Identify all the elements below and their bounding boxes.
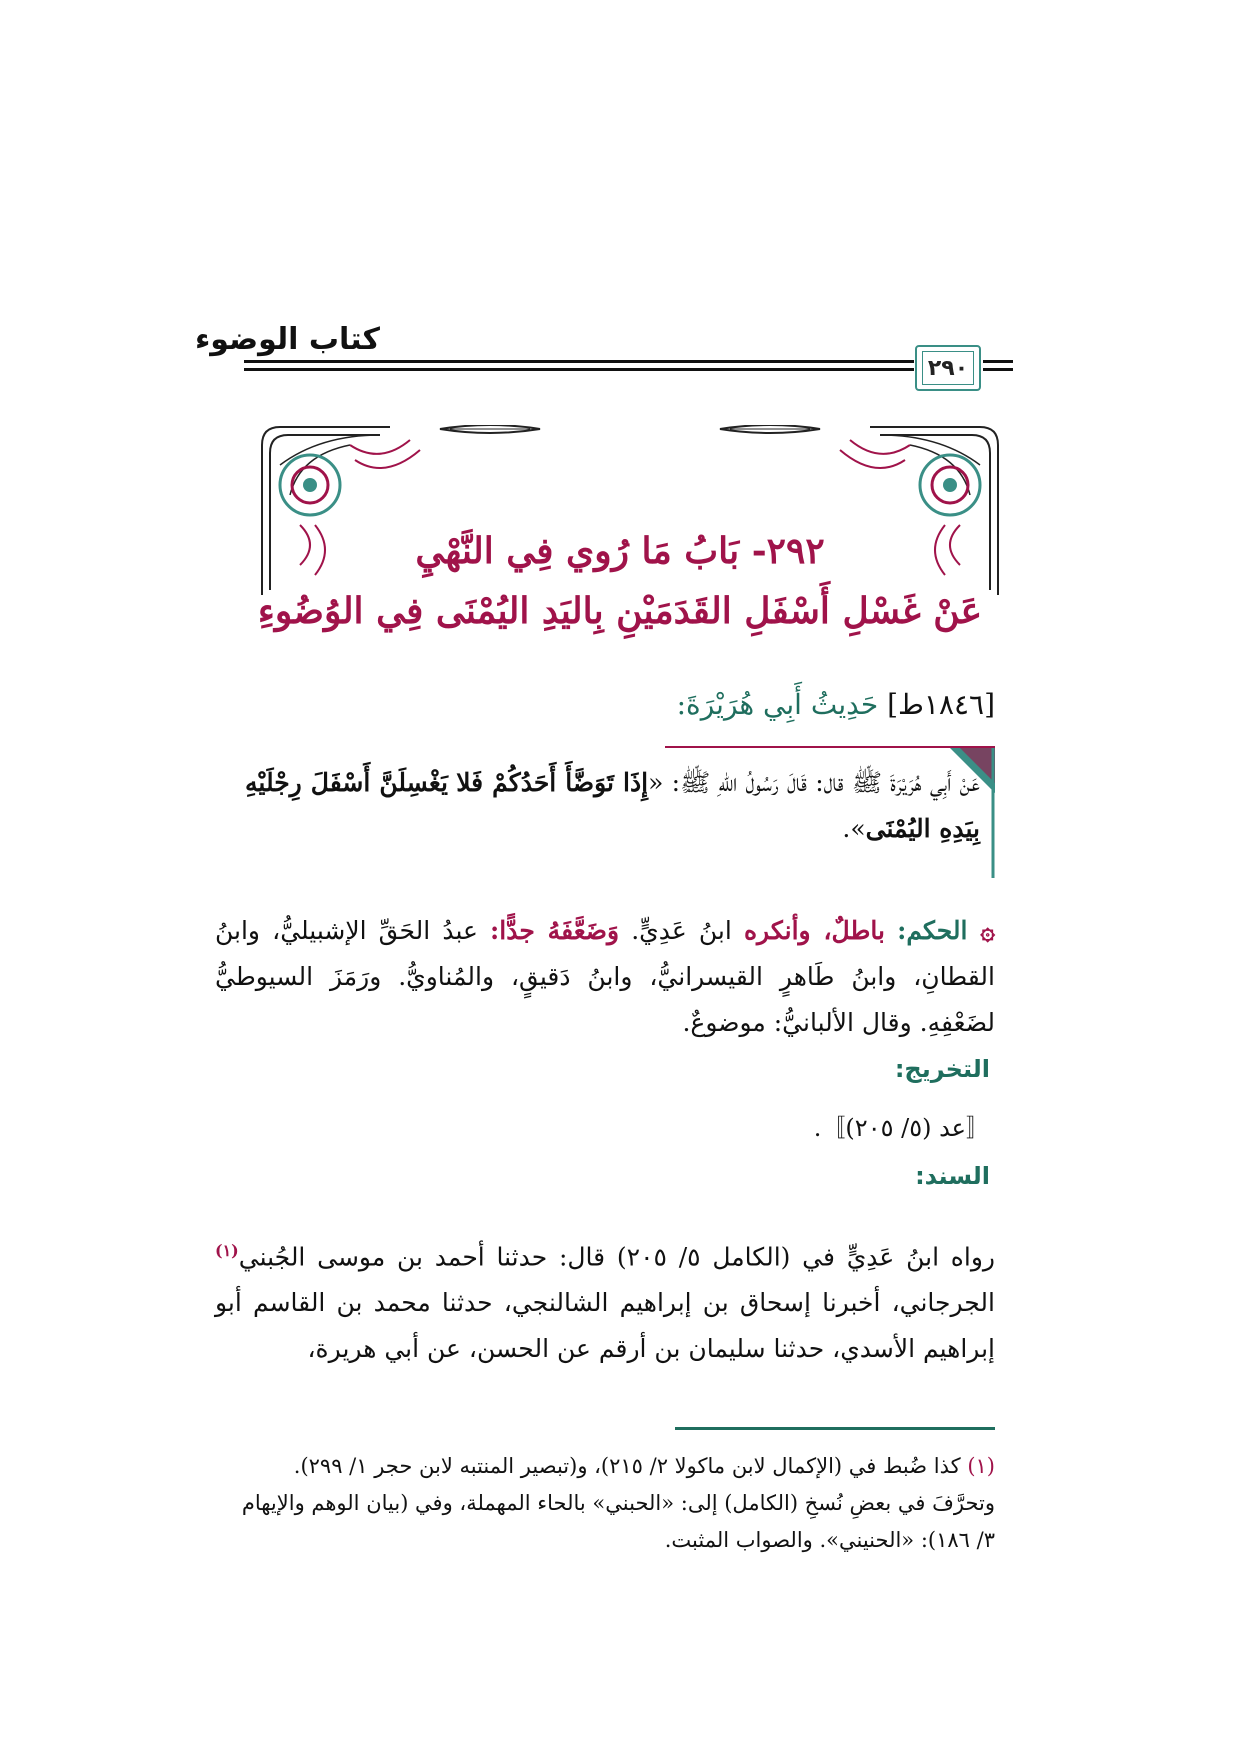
hadith-text-close: ».: [842, 814, 866, 843]
footnote-text: كذا ضُبط في (الإكمال لابن ماكولا ٢/ ٢١٥)، و(تبصير المنتبه لابن حجر ١/ ٢٩٩). وتحرَّفَ في بعضِ نُسخِ (الكامل) إلى: «الحبني» بالحاء المهملة، وفي (بيان الوهم والإيهام ٣/ ١٨٦): «الحنيني». والصواب المثبت.: [241, 1454, 995, 1552]
takhrij-text: 〚عد (٥/ ٢٠٥)〛.: [813, 1114, 990, 1142]
hadith-number: [١٨٤٦ط]: [887, 688, 995, 721]
ruling-verdict: باطلٌ، وأنكره: [743, 916, 885, 945]
chapter-ornament: [260, 425, 1000, 600]
hadith-heading: [677, 688, 995, 721]
running-title: كتاب الوضوء: [194, 322, 380, 357]
ruling-paragraph: [215, 908, 995, 1046]
page-number: ٢٩٠: [922, 351, 974, 385]
header-rule-left-bottom: [983, 368, 1013, 371]
hadith-text: [245, 760, 980, 852]
ruling-label: الحكم:: [897, 916, 968, 945]
header-rule-left-top: [983, 360, 1013, 363]
chapter-title-line-2: عَنْ غَسْلِ أَسْفَلِ القَدَمَيْنِ بِاليَدِ اليُمْنَى فِي الوُضُوءِ: [257, 590, 983, 632]
footnote-marker: (١): [967, 1454, 995, 1478]
footnote-separator: [675, 1427, 995, 1430]
ruling-weak-label: وَضَعَّفَهُ جدًّا:: [490, 916, 620, 945]
takhrij-heading: التخريج:: [894, 1055, 990, 1083]
ruling-text-1: ابنُ عَدِيٍّ.: [619, 916, 744, 945]
sanad-paragraph: [215, 1228, 995, 1372]
hadith-title: حَدِيثُ أَبِي هُرَيْرَةَ:: [676, 688, 879, 721]
chapter-title-line-1: ٢٩٢- بَابُ مَا رُوي فِي النَّهْيِ: [415, 530, 825, 572]
page-number-box: [915, 345, 981, 391]
footnote-ref[interactable]: (١): [215, 1241, 239, 1260]
ruling-icon: ۞: [967, 916, 995, 945]
hadith-text-intro: عَنْ أَبِي هُرَيْرَةَ ﷺ قال: قَالَ رَسُولُ اللهِ ﷺ: «: [648, 768, 980, 797]
header-rule-top: [244, 360, 914, 363]
hadith-matn-2: يَغْسِلَنَّ أَسْفَلَ رِجْلَيْهِ بِيَدِهِ اليُمْنَى: [245, 768, 980, 843]
hadith-matn-1: إِذَا تَوَضَّأَ أَحَدُكُمْ فَلا: [456, 768, 649, 797]
header-rule-bottom: [244, 368, 914, 371]
footnote-1: [235, 1448, 995, 1559]
ruling-text-2: عبدُ الحَقِّ الإشبيليُّ، وابنُ القطانِ، وابنُ طَاهرٍ القيسرانيُّ، وابنُ دَقيقٍ، والمُناويُّ. ورَمَزَ السيوطيُّ لضَعْفِهِ. وقال الألبانيُّ: موضوعٌ.: [215, 916, 995, 1037]
sanad-heading: السند:: [915, 1162, 990, 1190]
sanad-text-2: الجرجاني، أخبرنا إسحاق بن إبراهيم الشالنجي، حدثنا محمد بن القاسم أبو إبراهيم الأسدي، حدثنا سليمان بن أرقم عن الحسن، عن أبي هريرة،: [215, 1288, 995, 1364]
sanad-text: رواه ابنُ عَدِيٍّ في (الكامل ٥/ ٢٠٥) قال: حدثنا أحمد بن موسى الجُبني: [238, 1242, 995, 1272]
